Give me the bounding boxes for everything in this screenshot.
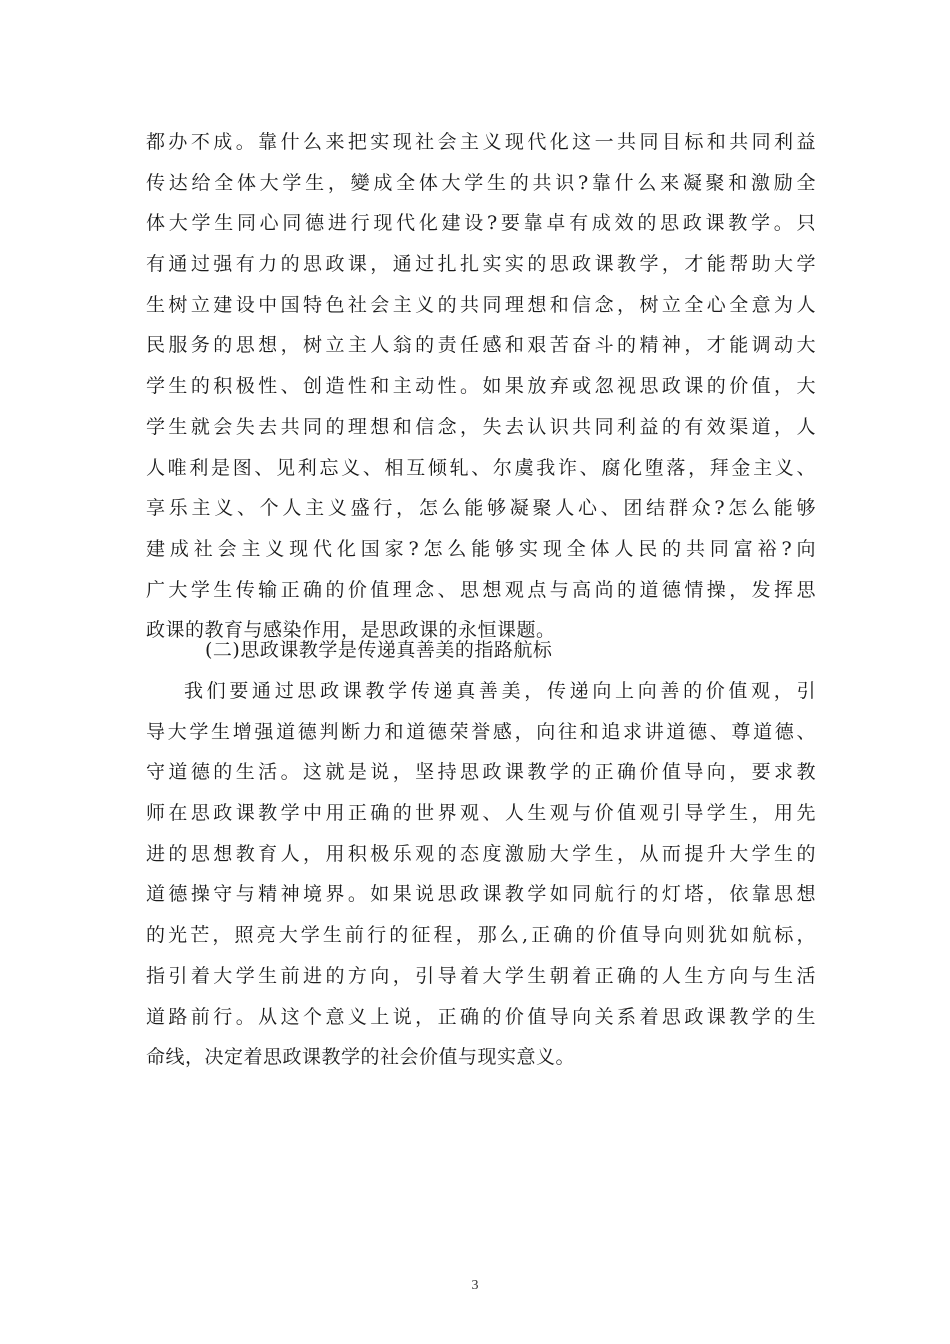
paragraph-2-line: 守道德的生活。这就是说，坚持思政课教学的正确价值导向，要求教 [146,761,816,784]
paragraph-1 [146,122,816,651]
paragraph-2-line: 指引着大学生前进的方向，引导着大学生朝着正确的人生方向与生活 [146,964,816,987]
paragraph-1-line: 有通过强有力的思政课，通过扎扎实实的思政课教学，才能帮助大学 [146,253,816,276]
paragraph-1-line: 广大学生传输正确的价值理念、思想观点与高尚的道德情操，发挥思 [146,578,816,601]
paragraph-1-line: 政课的教育与感染作用，是思政课的永恒课题。 [146,619,556,642]
paragraph-1-line: 民服务的思想，树立主人翁的责任感和艰苦奋斗的精神，才能调动大 [146,334,816,357]
paragraph-1-line: 学生就会失去共同的理想和信念，失去认识共同利益的有效渠道，人 [146,415,816,438]
paragraph-2-line: 进的思想教育人，用积极乐观的态度激励大学生，从而提升大学生的 [146,842,816,865]
page-number: 3 [471,1278,479,1293]
paragraph-2-line: 师在思政课教学中用正确的世界观、人生观与价值观引导学生，用先 [146,802,816,825]
paragraph-2-line: 道路前行。从这个意义上说，正确的价值导向关系着思政课教学的生 [146,1005,816,1028]
section-heading: (二)思政课教学是传递真善美的指路航标 [205,639,553,661]
paragraph-1-line: 体大学生同心同德进行现代化建设?要靠卓有成效的思政课教学。只 [146,212,816,235]
paragraph-2-line: 命线，决定着思政课教学的社会价值与现实意义。 [146,1046,576,1069]
paragraph-1-line: 生树立建设中国特色社会主义的共同理想和信念，树立全心全意为人 [146,293,816,316]
paragraph-1-line: 传达给全体大学生，變成全体大学生的共识?靠什么来凝聚和激励全 [146,171,816,194]
paragraph-2-line: 导大学生增强道德判断力和道德荣誉感，向往和追求讲道德、尊道德、 [146,720,816,743]
paragraph-2 [146,671,816,1078]
paragraph-1-line: 享乐主义、个人主义盛行，怎么能够凝聚人心、团结群众?怎么能够 [146,497,816,520]
paragraph-2-line: 我们要通过思政课教学传递真善美，传递向上向善的价值观，引 [184,680,816,702]
paragraph-1-line: 建成社会主义现代化国家?怎么能够实现全体人民的共同富裕?向 [146,537,816,560]
paragraph-1-line: 学生的积极性、创造性和主动性。如果放弃或忽视思政课的价值，大 [146,375,816,398]
paragraph-2-line: 道德操守与精神境界。如果说思政课教学如同航行的灯塔，依靠思想 [146,883,816,906]
paragraph-1-line: 都办不成。靠什么来把实现社会主义现代化这一共同目标和共同利益 [146,131,816,153]
paragraph-1-line: 人唯利是图、见利忘义、相互倾轧、尔虞我诈、腐化堕落，拜金主义、 [146,456,816,479]
paragraph-2-line: 的光芒，照亮大学生前行的征程，那么,正确的价值导向则犹如航标， [146,924,816,947]
